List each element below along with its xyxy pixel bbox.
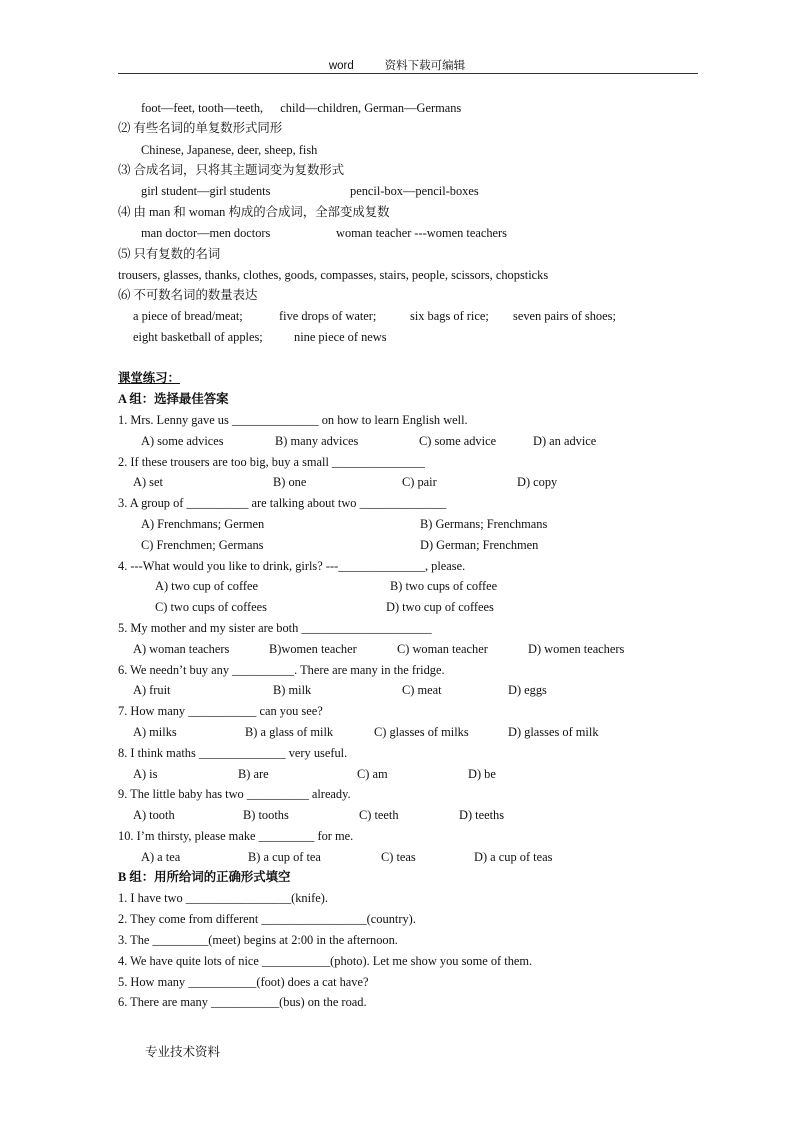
text: five drops of water;	[279, 309, 377, 323]
fill-item-3: 3. The _________(meet) begins at 2:00 in the afternoon.	[118, 933, 398, 947]
page-footer: 专业技术资料	[145, 1045, 221, 1059]
question-8: 8. I think maths ______________ very useful.	[118, 746, 348, 760]
grammar-line	[141, 100, 461, 116]
option-c: C) woman teacher	[397, 642, 488, 656]
grammar-heading: ⑶ 合成名词，只将其主题词变为复数形式	[118, 163, 345, 177]
option-a: A) two cup of coffee	[155, 579, 258, 593]
text: nine piece of news	[294, 330, 387, 344]
text: pencil-box—pencil-boxes	[350, 184, 479, 198]
option-c: C) pair	[402, 475, 437, 489]
group-a-title: A 组：选择最佳答案	[118, 392, 229, 406]
fill-item-2: 2. They come from different _________________(country).	[118, 912, 416, 926]
option-c: C) some advice	[419, 434, 497, 448]
options-4	[155, 578, 498, 594]
options-3	[141, 516, 548, 532]
option-b: B) a glass of milk	[245, 725, 334, 739]
option-b: B) Germans; Frenchmans	[420, 517, 548, 531]
option-a: A) woman teachers	[133, 642, 230, 656]
option-d: D) a cup of teas	[474, 850, 553, 864]
option-a: A) set	[133, 475, 163, 489]
grammar-line	[141, 225, 507, 241]
header-word: word	[328, 60, 354, 72]
option-c: C) teeth	[359, 808, 399, 822]
options-2	[133, 474, 558, 490]
grammar-line	[133, 329, 387, 345]
fill-item-4: 4. We have quite lots of nice ___________(photo). Let me show you some of them.	[118, 954, 533, 968]
option-b: B) one	[273, 475, 307, 489]
option-b: B) milk	[273, 683, 312, 697]
text: woman teacher ---women teachers	[336, 226, 507, 240]
option-c: C) Frenchmen; Germans	[141, 538, 264, 552]
option-a: A) is	[133, 767, 158, 781]
options-1	[141, 433, 597, 449]
option-c: C) glasses of milks	[374, 725, 469, 739]
grammar-heading: ⑹ 不可数名词的数量表达	[118, 288, 258, 302]
options-10	[141, 849, 553, 865]
options-3b	[141, 537, 539, 553]
option-c: C) two cups of coffees	[155, 600, 267, 614]
question-5: 5. My mother and my sister are both _____________________	[118, 621, 432, 635]
question-1: 1. Mrs. Lenny gave us ______________ on how to learn English well.	[118, 413, 468, 427]
group-b-title: B 组：用所给词的正确形式填空	[118, 870, 291, 884]
option-a: A) fruit	[133, 683, 171, 697]
option-c: C) teas	[381, 850, 416, 864]
option-d: D) glasses of milk	[508, 725, 599, 739]
text: girl student—girl students	[141, 184, 271, 198]
question-4: 4. ---What would you like to drink, girls? ---______________, please.	[118, 559, 466, 573]
grammar-line: trousers, glasses, thanks, clothes, goods, compasses, stairs, people, scissors, chopsticks	[118, 268, 549, 282]
grammar-heading: ⑸ 只有复数的名词	[118, 247, 221, 261]
option-a: A) Frenchmans; Germen	[141, 517, 265, 531]
option-d: D) copy	[517, 475, 558, 489]
text: child—children, German—Germans	[280, 101, 462, 115]
option-b: B) are	[238, 767, 269, 781]
grammar-line: Chinese, Japanese, deer, sheep, fish	[141, 143, 318, 157]
options-6	[133, 682, 547, 698]
grammar-line	[141, 183, 479, 199]
question-3: 3. A group of __________ are talking about two ______________	[118, 496, 447, 510]
option-c: C) am	[357, 767, 388, 781]
fill-item-1: 1. I have two _________________(knife).	[118, 891, 328, 905]
question-9: 9. The little baby has two __________ already.	[118, 787, 351, 801]
header-title: 资料下载可编辑	[384, 60, 466, 72]
option-b: B)women teacher	[269, 642, 357, 656]
option-c: C) meat	[402, 683, 442, 697]
option-a: A) some advices	[141, 434, 224, 448]
option-d: D) women teachers	[528, 642, 625, 656]
option-a: A) tooth	[133, 808, 175, 822]
option-b: B) many advices	[275, 434, 359, 448]
fill-item-5: 5. How many ___________(foot) does a cat have?	[118, 975, 369, 989]
text: man doctor—men doctors	[141, 226, 271, 240]
options-5	[133, 641, 625, 657]
option-d: D) German; Frenchmen	[420, 538, 539, 552]
question-7: 7. How many ___________ can you see?	[118, 704, 323, 718]
option-d: D) be	[468, 767, 496, 781]
text: seven pairs of shoes;	[513, 309, 616, 323]
option-b: B) tooths	[243, 808, 289, 822]
option-a: A) a tea	[141, 850, 181, 864]
fill-item-6: 6. There are many ___________(bus) on the road.	[118, 995, 367, 1009]
exercise-title: 课堂练习：	[118, 371, 180, 385]
option-b: B) a cup of tea	[248, 850, 321, 864]
options-7	[133, 724, 599, 740]
grammar-heading: ⑵ 有些名词的单复数形式同形	[118, 121, 283, 135]
text: eight basketball of apples;	[133, 330, 263, 344]
page-header	[0, 57, 794, 73]
text: a piece of bread/meat;	[133, 309, 243, 323]
grammar-heading: ⑷ 由 man 和 woman 构成的合成词，全部变成复数	[118, 205, 390, 219]
option-d: D) teeths	[459, 808, 505, 822]
question-6: 6. We needn’t buy any __________. There are many in the fridge.	[118, 663, 445, 677]
options-8	[133, 766, 496, 782]
options-9	[133, 807, 505, 823]
option-d: D) eggs	[508, 683, 547, 697]
option-d: D) two cup of coffees	[386, 600, 494, 614]
options-4b	[155, 599, 494, 615]
option-b: B) two cups of coffee	[390, 579, 498, 593]
text: foot—feet, tooth—teeth,	[141, 101, 264, 115]
question-10: 10. I’m thirsty, please make _________ for me.	[118, 829, 354, 843]
option-a: A) milks	[133, 725, 177, 739]
question-2: 2. If these trousers are too big, buy a small _______________	[118, 455, 425, 469]
grammar-line	[133, 308, 616, 324]
text: six bags of rice;	[410, 309, 489, 323]
option-d: D) an advice	[533, 434, 597, 448]
header-rule	[118, 73, 698, 74]
